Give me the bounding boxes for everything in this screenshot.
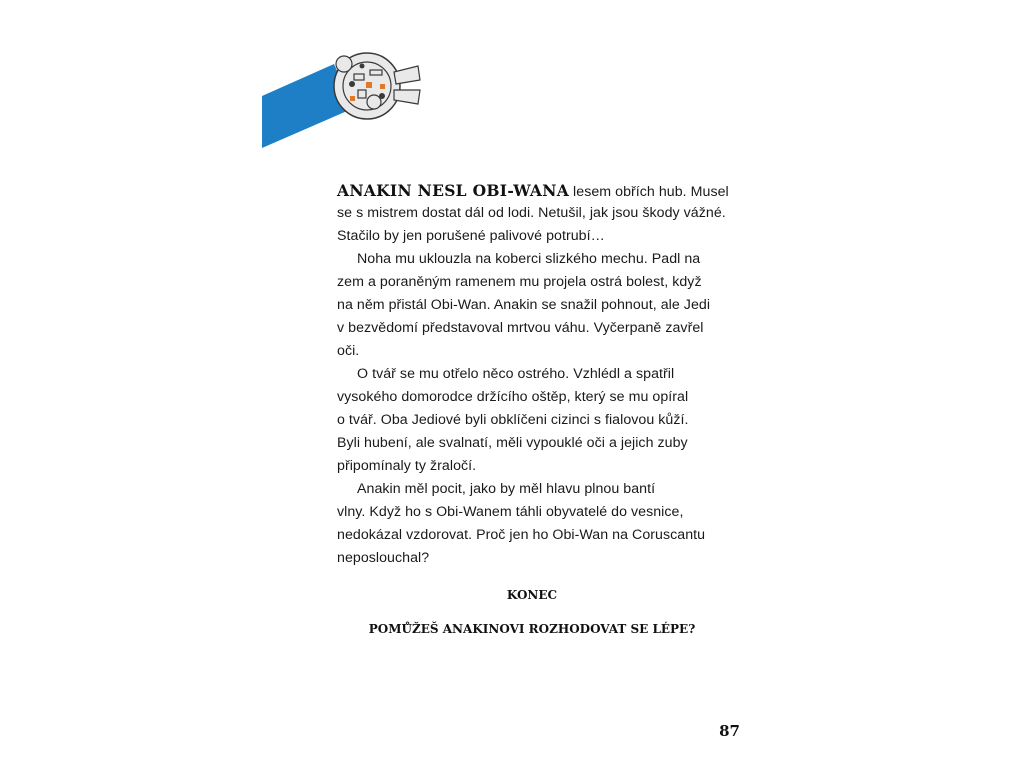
paragraph	[337, 248, 727, 363]
question-heading: POMŮŽEŠ ANAKINOVI ROZHODOVAT SE LÉPE?	[368, 622, 696, 636]
ending-heading: KONEC	[506, 588, 558, 602]
text-line: vlny. Když ho s Obi-Wanem táhli obyvatelé do vesnice,	[337, 504, 684, 520]
text-line: O tvář se mu otřelo něco ostrého. Vzhlédl a spatřil	[357, 366, 675, 382]
text-line: oči.	[337, 343, 360, 359]
spaceship-illustration	[262, 44, 422, 148]
text-line: v bezvědomí představoval mrtvou váhu. Vyčerpaně zavřel	[337, 320, 704, 336]
text-line: zem a poraněným ramenem mu projela ostrá bolest, když	[337, 274, 702, 290]
text-line: vysokého domorodce držícího oštěp, který se mu opíral	[337, 389, 689, 405]
text-line	[337, 179, 727, 202]
text-line: připomínaly ty žraločí.	[337, 458, 477, 474]
text-line: Anakin měl pocit, jako by měl hlavu plnou bantí	[357, 481, 656, 497]
story-text	[337, 179, 727, 570]
lead-words: ANAKIN NESL OBI-WANA	[337, 181, 570, 200]
paragraph	[337, 179, 727, 248]
millennium-falcon-icon	[334, 53, 420, 119]
text-line: Noha mu uklouzla na koberci slizkého mechu. Padl na	[357, 251, 701, 267]
text-line: na něm přistál Obi-Wan. Anakin se snažil pohnout, ale Jedi	[337, 297, 711, 313]
text-line: neposlouchal?	[337, 550, 430, 566]
text-line: Stačilo by jen porušené palivové potrubí…	[337, 228, 605, 244]
paragraph	[337, 363, 727, 478]
text-line: Byli hubení, ale svalnatí, měli vypouklé oči a jejich zuby	[337, 435, 688, 451]
page-number: 87	[719, 722, 740, 740]
text-line: o tvář. Oba Jediové byli obklíčeni cizinci s fialovou kůží.	[337, 412, 689, 428]
text-line-content: lesem obřích hub. Musel	[569, 184, 729, 200]
text-line: se s mistrem dostat dál od lodi. Netušil, jak jsou škody vážné.	[337, 205, 726, 221]
text-line: nedokázal vzdorovat. Proč jen ho Obi-Wan na Coruscantu	[337, 527, 706, 543]
paragraph	[337, 478, 727, 570]
